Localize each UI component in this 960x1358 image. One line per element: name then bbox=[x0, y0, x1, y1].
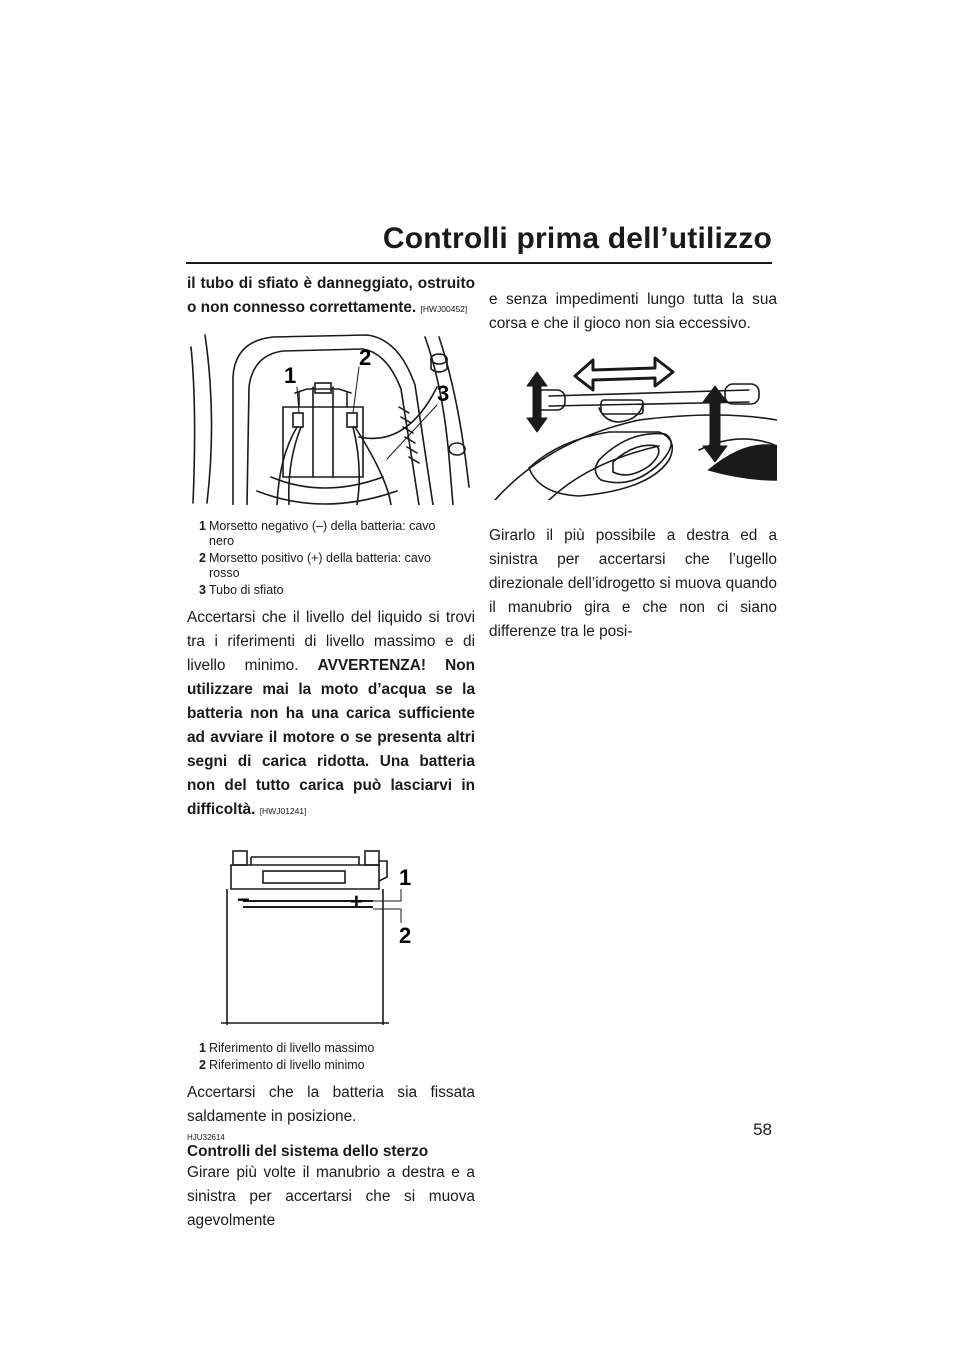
steering-continued-paragraph: e senza impedimenti lungo tutta la sua corsa e che il gioco non sia eccessivo. bbox=[489, 291, 777, 332]
caption-text: Tubo di sfiato bbox=[209, 583, 284, 597]
warning-code: [HWJ00452] bbox=[420, 304, 468, 314]
steering-paragraph: Girare più volte il manubrio a destra e a sinistra per accertarsi che si muova agevolmente bbox=[187, 1164, 475, 1229]
right-column bbox=[489, 272, 777, 644]
caption-number: 1 bbox=[199, 1041, 206, 1055]
section-code: HJU32614 bbox=[187, 1133, 225, 1142]
callout-2: 2 bbox=[359, 345, 372, 370]
fluid-level-text: Accertarsi che il livello del liquido si trovi tra i riferimenti di livello massimo e di livello minimo. bbox=[187, 609, 475, 674]
caption-item bbox=[199, 519, 475, 549]
battery-level-illustration bbox=[187, 837, 475, 1027]
fluid-level-paragraph bbox=[187, 606, 475, 823]
caption-item bbox=[199, 1058, 475, 1073]
caption-text: Morsetto positivo (+) della batteria: cavo rosso bbox=[209, 551, 431, 580]
battery-compartment-illustration bbox=[187, 327, 475, 505]
caption-item bbox=[199, 583, 475, 598]
minus-sign: − bbox=[237, 887, 250, 912]
intro-bold-text: il tubo di sfiato è danneggiato, ostruito o non connesso correttamente. bbox=[187, 275, 475, 316]
caption-text: Riferimento di livello massimo bbox=[209, 1041, 375, 1055]
figure2-caption bbox=[199, 1041, 475, 1073]
section-heading: Controlli del sistema dello sterzo bbox=[187, 1143, 429, 1160]
page-title: Controlli prima dell’utilizzo bbox=[382, 222, 772, 255]
figure1-caption bbox=[199, 519, 475, 598]
handlebar-illustration bbox=[489, 350, 777, 500]
caption-number: 1 bbox=[199, 519, 206, 533]
caption-number: 3 bbox=[199, 583, 206, 597]
callout-2: 2 bbox=[399, 923, 412, 948]
plus-sign: + bbox=[350, 889, 363, 914]
left-column bbox=[187, 272, 475, 1233]
handlebar-figure bbox=[489, 350, 777, 508]
callout-1: 1 bbox=[399, 865, 412, 890]
page-number: 58 bbox=[753, 1120, 772, 1139]
battery-secure-paragraph: Accertarsi che la batteria sia fissata saldamente in posizione. bbox=[187, 1084, 475, 1125]
battery-compartment-figure bbox=[187, 327, 475, 598]
nozzle-check-paragraph: Girarlo il più possibile a destra ed a sinistra per accertarsi che l’ugello direzionale dell’idrogetto si muova quando il manubrio gira e che non ci siano differenze tra le posi- bbox=[489, 527, 777, 640]
callout-3: 3 bbox=[437, 381, 450, 406]
warning-code: [HWJ01241] bbox=[259, 806, 307, 816]
battery-level-figure bbox=[187, 837, 475, 1073]
caption-text: Riferimento di livello minimo bbox=[209, 1058, 365, 1072]
caption-item bbox=[199, 1041, 475, 1056]
intro-warning-text bbox=[187, 272, 475, 321]
warning-text: AVVERTENZA! Non utilizzare mai la moto d’acqua se la batteria non ha una carica sufficiente ad avviare il motore o se presenta altri segni di carica ridotta. Una batteria non del tutto carica può lasciarvi in difficoltà. bbox=[187, 657, 475, 818]
caption-number: 2 bbox=[199, 551, 206, 565]
header-divider bbox=[186, 262, 772, 264]
caption-item bbox=[199, 551, 475, 581]
callout-1: 1 bbox=[284, 363, 297, 388]
caption-number: 2 bbox=[199, 1058, 206, 1072]
caption-text: Morsetto negativo (–) della batteria: cavo nero bbox=[209, 519, 436, 548]
